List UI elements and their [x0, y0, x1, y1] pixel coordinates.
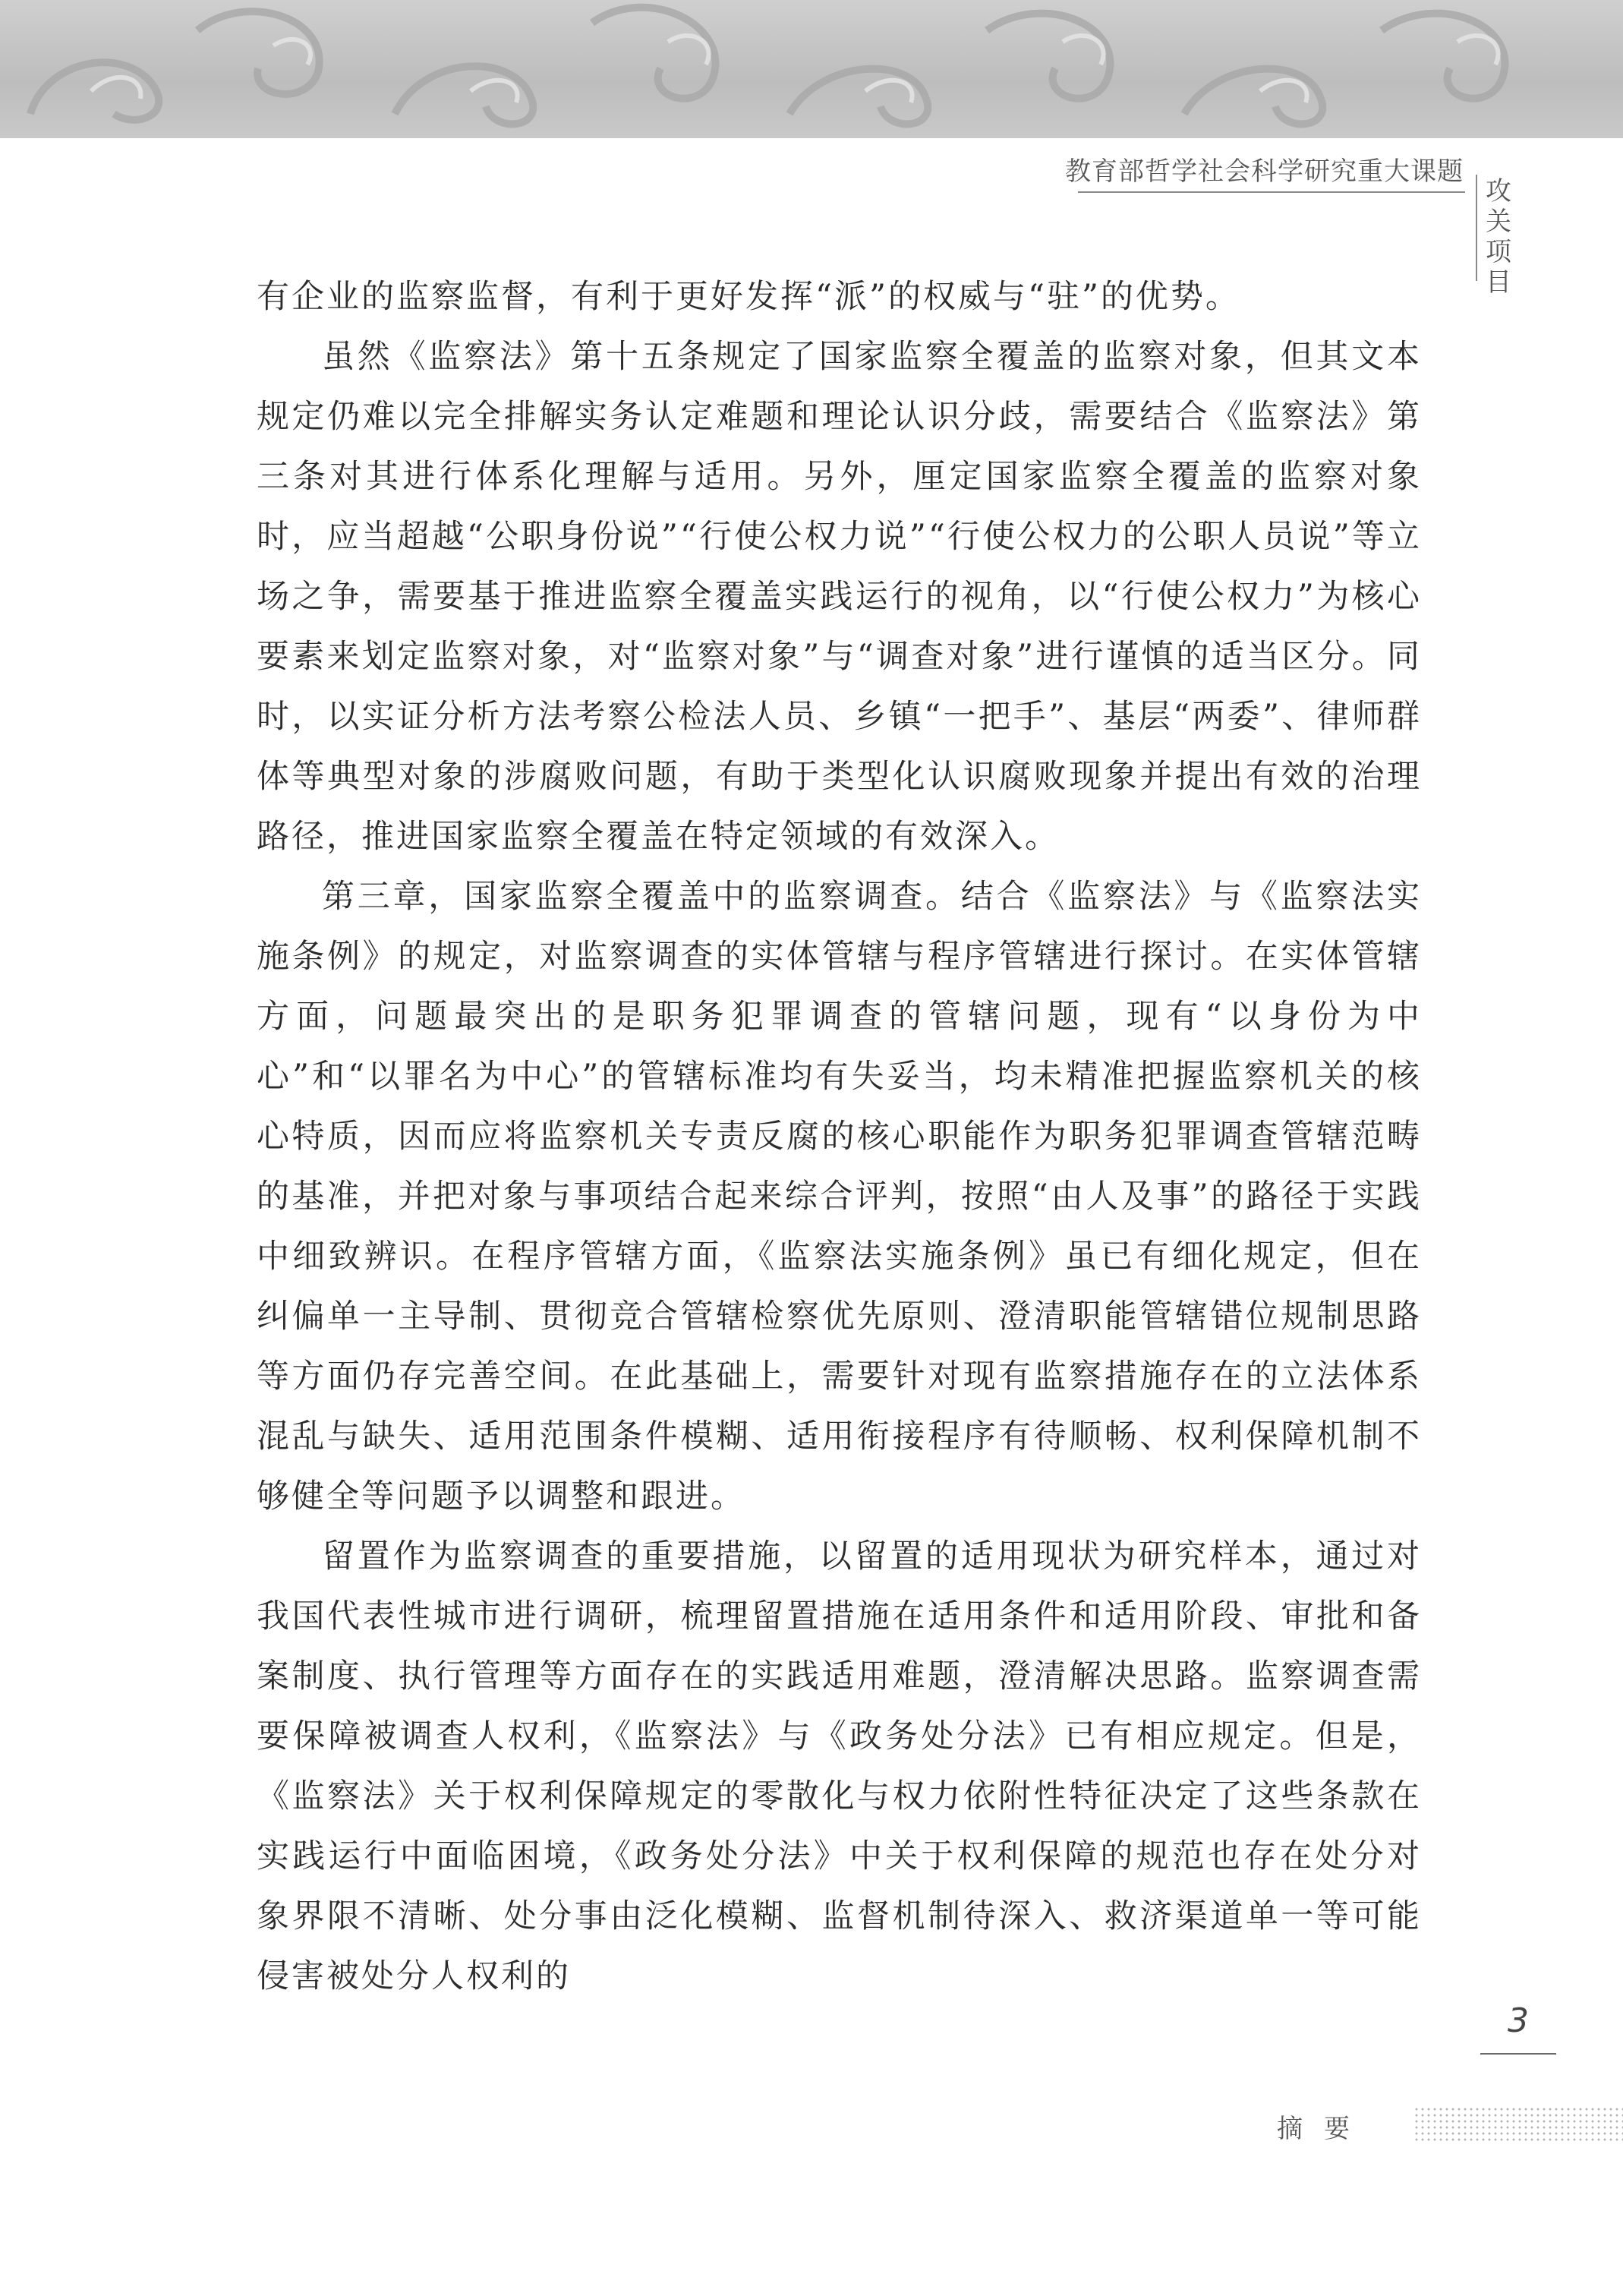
- side-title-vertical: 攻关项目: [1486, 176, 1511, 298]
- side-divider: [1476, 175, 1477, 281]
- header-divider: [1078, 191, 1465, 193]
- series-title: 教育部哲学社会科学研究重大课题: [1065, 156, 1464, 187]
- footer-dot-pattern: [1413, 2106, 1623, 2144]
- paragraph: 第三章，国家监察全覆盖中的监察调查。结合《监察法》与《监察法实施条例》的规定，对监察调查的实体管辖与程序管辖进行探讨。在实体管辖方面，问题最突出的是职务犯罪调查的管辖问题，现有“以身份为中心”和“以罪名为中心”的管辖标准均有失妥当，均未精准把握监察机关的核心特质，因而应将监察机关专责反腐的核心职能作为职务犯罪调查管辖范畴的基准，并把对象与事项结合起来综合评判，按照“由人及事”的路径于实践中细致辨识。在程序管辖方面，《监察法实施条例》虽已有细化规定，但在纠偏单一主导制、贯彻竞合管辖检察优先原则、澄清职能管辖错位规制思路等方面仍存完善空间。在此基础上，需要针对现有监察措施存在的立法体系混乱与缺失、适用范围条件模糊、适用衔接程序有待顺畅、权利保障机制不够健全等问题予以调整和跟进。: [257, 878, 1422, 1515]
- decorative-cloud-banner: [0, 0, 1623, 138]
- body-text: [257, 267, 1422, 2007]
- paragraph: 留置作为监察调查的重要措施，以留置的适用现状为研究样本，通过对我国代表性城市进行调研，梳理留置措施在适用条件和适用阶段、审批和备案制度、执行管理等方面存在的实践适用难题，澄清解决思路。监察调查需要保障被调查人权利，《监察法》与《政务处分法》已有相应规定。但是，《监察法》关于权利保障规定的零散化与权力依附性特征决定了这些条款在实践运行中面临困境，《政务处分法》中关于权利保障的规范也存在处分对象界限不清晰、处分事由泛化模糊、监督机制待深入、救济渠道单一等可能侵害被处分人权利的: [257, 1538, 1422, 1995]
- cloud-pattern-graphic: [0, 0, 1623, 138]
- footer-section-label: 摘要: [1277, 2114, 1371, 2144]
- paragraph: 虽然《监察法》第十五条规定了国家监察全覆盖的监察对象，但其文本规定仍难以完全排解实务认定难题和理论认识分歧，需要结合《监察法》第三条对其进行体系化理解与适用。另外，厘定国家监察全覆盖的监察对象时，应当超越“公职身份说”“行使公权力说”“行使公权力的公职人员说”等立场之争，需要基于推进监察全覆盖实践运行的视角，以“行使公权力”为核心要素来划定监察对象，对“监察对象”与“调查对象”进行谨慎的适当区分。同时，以实证分析方法考察公检法人员、乡镇“一把手”、基层“两委”、律师群体等典型对象的涉腐败问题，有助于类型化认识腐败现象并提出有效的治理路径，推进国家监察全覆盖在特定领域的有效深入。: [257, 338, 1422, 856]
- page-number-underline: [1480, 2053, 1556, 2055]
- paragraph-continuation: 有企业的监察监督，有利于更好发挥“派”的权威与“驻”的优势。: [257, 278, 1240, 316]
- page-number: 3: [1508, 2001, 1529, 2040]
